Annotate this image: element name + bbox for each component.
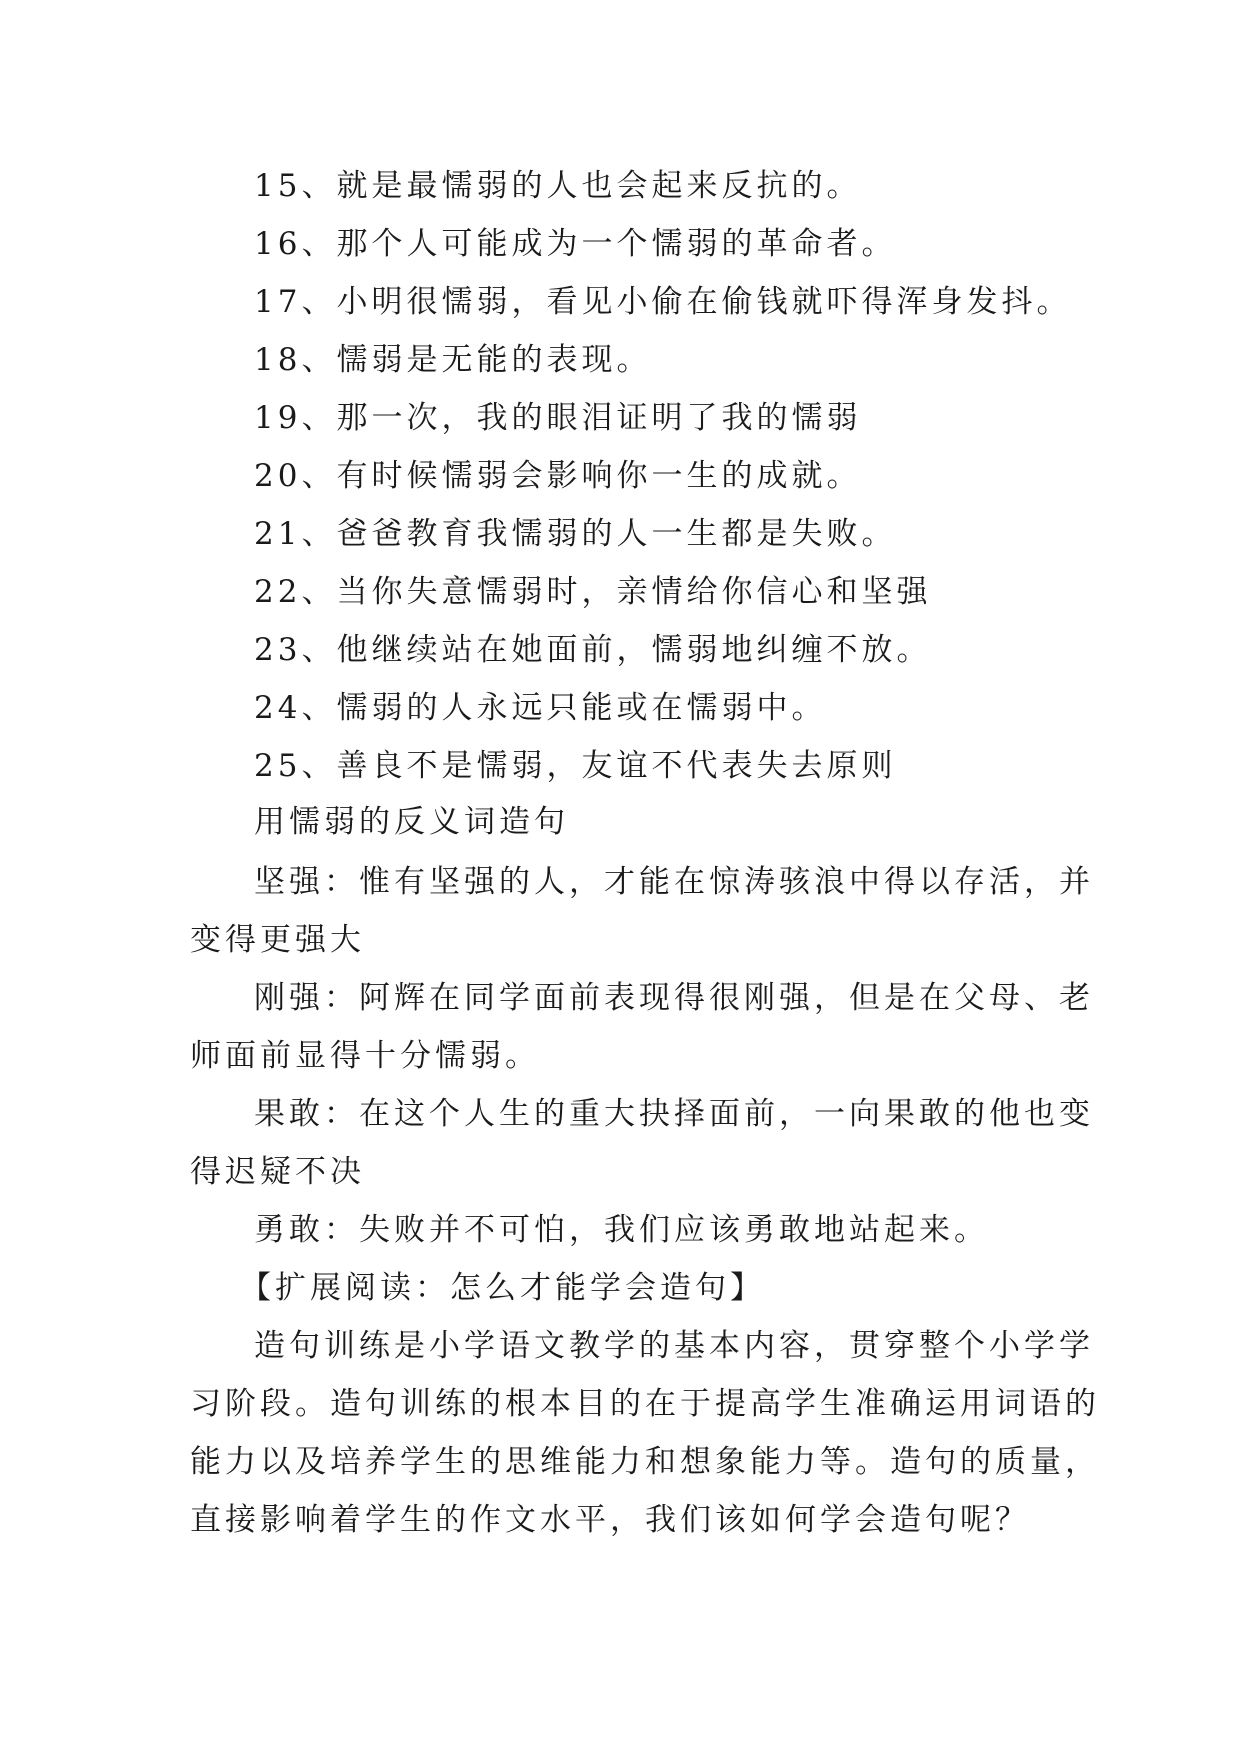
paragraph-line: 造句训练是小学语文教学的基本内容，贯穿整个小学学 [254, 1328, 1094, 1364]
antonym-sentence: 果敢：在这个人生的重大抉择面前，一向果敢的他也变 [254, 1096, 1094, 1132]
antonym-sentence: 坚强：惟有坚强的人，才能在惊涛骇浪中得以存活，并 [254, 864, 1094, 900]
antonym-heading: 用懦弱的反义词造句 [254, 804, 569, 840]
list-item: 21、爸爸教育我懦弱的人一生都是失败。 [254, 516, 897, 552]
paragraph-line: 直接影响着学生的作文水平，我们该如何学会造句呢？ [190, 1502, 1030, 1538]
paragraph-line: 习阶段。造句训练的根本目的在于提高学生准确运用词语的 [190, 1386, 1100, 1422]
paragraph-line: 能力以及培养学生的思维能力和想象能力等。造句的质量， [190, 1444, 1100, 1480]
antonym-sentence-cont: 师面前显得十分懦弱。 [190, 1038, 540, 1074]
list-item: 25、善良不是懦弱，友谊不代表失去原则 [254, 748, 897, 784]
list-item: 16、那个人可能成为一个懦弱的革命者。 [254, 226, 897, 262]
list-item: 19、那一次，我的眼泪证明了我的懦弱 [254, 400, 862, 436]
list-item: 15、就是最懦弱的人也会起来反抗的。 [254, 168, 862, 204]
list-item: 17、小明很懦弱，看见小偷在偷钱就吓得浑身发抖。 [254, 284, 1072, 320]
antonym-sentence: 刚强：阿辉在同学面前表现得很刚强，但是在父母、老 [254, 980, 1094, 1016]
antonym-sentence: 勇敢：失败并不可怕，我们应该勇敢地站起来。 [254, 1212, 989, 1248]
extended-reading-heading: 【扩展阅读：怎么才能学会造句】 [240, 1270, 765, 1306]
list-item: 22、当你失意懦弱时，亲情给你信心和坚强 [254, 574, 932, 610]
list-item: 20、有时候懦弱会影响你一生的成就。 [254, 458, 862, 494]
antonym-sentence-cont: 变得更强大 [190, 922, 365, 958]
list-item: 18、懦弱是无能的表现。 [254, 342, 652, 378]
list-item: 23、他继续站在她面前，懦弱地纠缠不放。 [254, 632, 932, 668]
list-item: 24、懦弱的人永远只能或在懦弱中。 [254, 690, 827, 726]
antonym-sentence-cont: 得迟疑不决 [190, 1154, 365, 1190]
